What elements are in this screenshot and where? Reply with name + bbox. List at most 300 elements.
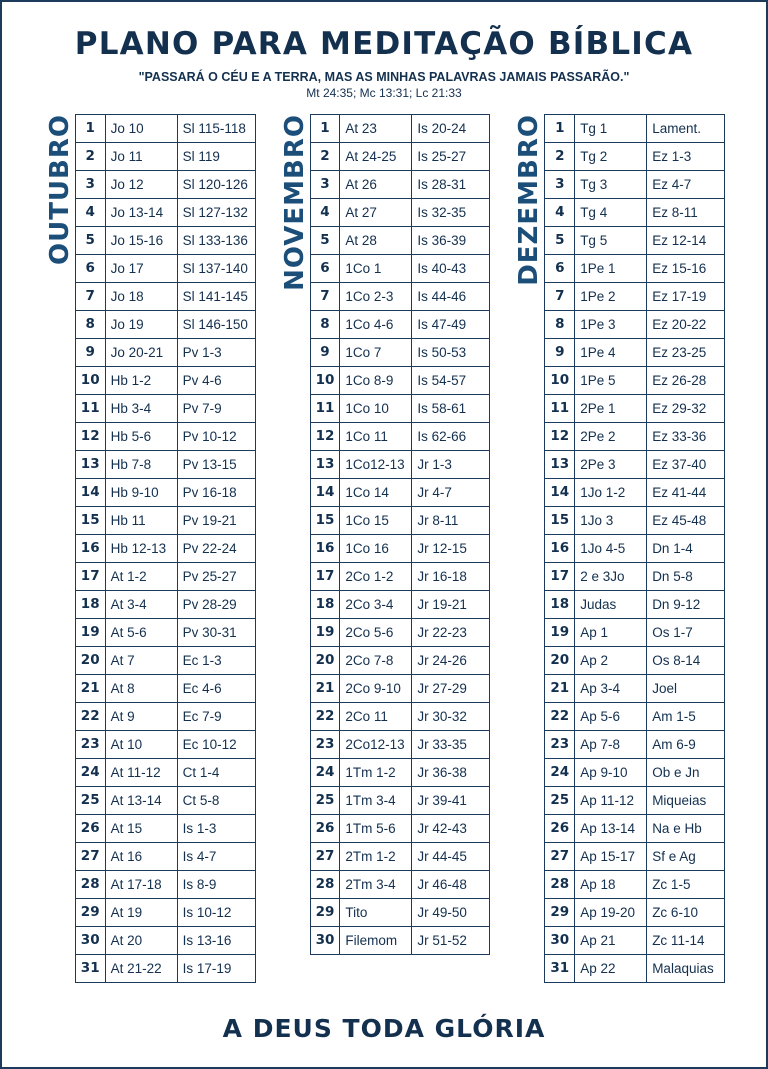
reading-new-testament: At 5-6 xyxy=(105,619,177,647)
reading-old-testament: Ec 10-12 xyxy=(177,731,255,759)
reading-new-testament: Ap 7-8 xyxy=(575,731,647,759)
day-number: 27 xyxy=(545,843,575,871)
reading-table xyxy=(75,114,256,983)
day-number: 17 xyxy=(545,563,575,591)
reading-old-testament: Ez 37-40 xyxy=(647,451,725,479)
table-row xyxy=(545,255,725,283)
table-row xyxy=(75,283,255,311)
reading-new-testament: At 1-2 xyxy=(105,563,177,591)
table-row xyxy=(75,731,255,759)
table-row xyxy=(310,703,490,731)
reading-new-testament: At 26 xyxy=(340,171,412,199)
table-row xyxy=(545,899,725,927)
reading-old-testament: Is 40-43 xyxy=(412,255,490,283)
reading-new-testament: 2Co 11 xyxy=(340,703,412,731)
reading-new-testament: Jo 18 xyxy=(105,283,177,311)
reading-old-testament: Jr 51-52 xyxy=(412,927,490,955)
reading-old-testament: Jr 19-21 xyxy=(412,591,490,619)
day-number: 16 xyxy=(310,535,340,563)
reading-old-testament: Is 1-3 xyxy=(177,815,255,843)
reading-new-testament: At 24-25 xyxy=(340,143,412,171)
reading-new-testament: 2Co 7-8 xyxy=(340,647,412,675)
reading-old-testament: Ez 1-3 xyxy=(647,143,725,171)
table-row xyxy=(75,955,255,983)
table-row xyxy=(545,479,725,507)
reading-new-testament: 2Tm 1-2 xyxy=(340,843,412,871)
reading-old-testament: Is 32-35 xyxy=(412,199,490,227)
reading-new-testament: 1Tm 1-2 xyxy=(340,759,412,787)
day-number: 15 xyxy=(310,507,340,535)
table-row xyxy=(75,255,255,283)
day-number: 20 xyxy=(310,647,340,675)
month-block-dezembro xyxy=(512,114,725,983)
day-number: 2 xyxy=(310,143,340,171)
day-number: 31 xyxy=(75,955,105,983)
month-block-outubro xyxy=(43,114,256,983)
reading-new-testament: Jo 12 xyxy=(105,171,177,199)
table-row xyxy=(545,115,725,143)
day-number: 14 xyxy=(545,479,575,507)
day-number: 30 xyxy=(75,927,105,955)
table-row xyxy=(545,423,725,451)
reading-old-testament: Jr 8-11 xyxy=(412,507,490,535)
day-number: 11 xyxy=(75,395,105,423)
day-number: 6 xyxy=(545,255,575,283)
table-row xyxy=(75,899,255,927)
reading-new-testament: 2Co12-13 xyxy=(340,731,412,759)
reading-new-testament: At 11-12 xyxy=(105,759,177,787)
reading-new-testament: At 9 xyxy=(105,703,177,731)
table-row xyxy=(75,591,255,619)
month-label: OUTUBRO xyxy=(44,114,75,266)
table-row xyxy=(310,871,490,899)
reading-new-testament: Tg 5 xyxy=(575,227,647,255)
table-row xyxy=(545,339,725,367)
reading-old-testament: Pv 30-31 xyxy=(177,619,255,647)
reading-old-testament: Jr 24-26 xyxy=(412,647,490,675)
day-number: 29 xyxy=(545,899,575,927)
reading-old-testament: Is 10-12 xyxy=(177,899,255,927)
reading-old-testament: Is 4-7 xyxy=(177,843,255,871)
reading-new-testament: Jo 19 xyxy=(105,311,177,339)
table-row xyxy=(310,423,490,451)
day-number: 4 xyxy=(75,199,105,227)
table-row xyxy=(310,395,490,423)
day-number: 20 xyxy=(545,647,575,675)
day-number: 20 xyxy=(75,647,105,675)
reading-new-testament: At 16 xyxy=(105,843,177,871)
table-row xyxy=(75,423,255,451)
table-row xyxy=(75,619,255,647)
reading-new-testament: At 8 xyxy=(105,675,177,703)
day-number: 18 xyxy=(310,591,340,619)
reading-old-testament: Ez 45-48 xyxy=(647,507,725,535)
reading-new-testament: 1Co 15 xyxy=(340,507,412,535)
reading-new-testament: Ap 15-17 xyxy=(575,843,647,871)
table-row xyxy=(310,115,490,143)
day-number: 16 xyxy=(545,535,575,563)
reading-old-testament: Pv 19-21 xyxy=(177,507,255,535)
table-row xyxy=(75,367,255,395)
reading-old-testament: Ec 7-9 xyxy=(177,703,255,731)
reading-old-testament: Ez 8-11 xyxy=(647,199,725,227)
reading-old-testament: Ez 12-14 xyxy=(647,227,725,255)
table-row xyxy=(75,199,255,227)
day-number: 3 xyxy=(545,171,575,199)
reading-new-testament: At 13-14 xyxy=(105,787,177,815)
reading-old-testament: Jr 16-18 xyxy=(412,563,490,591)
reading-old-testament: Sl 146-150 xyxy=(177,311,255,339)
reading-new-testament: 2Co 1-2 xyxy=(340,563,412,591)
reading-old-testament: Dn 1-4 xyxy=(647,535,725,563)
reading-old-testament: Jr 44-45 xyxy=(412,843,490,871)
reading-new-testament: 1Pe 4 xyxy=(575,339,647,367)
table-row xyxy=(310,535,490,563)
day-number: 22 xyxy=(310,703,340,731)
reading-new-testament: 1Co 1 xyxy=(340,255,412,283)
reading-new-testament: 2Co 5-6 xyxy=(340,619,412,647)
day-number: 3 xyxy=(310,171,340,199)
day-number: 26 xyxy=(545,815,575,843)
day-number: 27 xyxy=(75,843,105,871)
table-row xyxy=(310,255,490,283)
reading-new-testament: Judas xyxy=(575,591,647,619)
reading-new-testament: Hb 9-10 xyxy=(105,479,177,507)
day-number: 13 xyxy=(545,451,575,479)
reading-old-testament: Is 17-19 xyxy=(177,955,255,983)
table-row xyxy=(310,311,490,339)
table-row xyxy=(75,787,255,815)
reading-old-testament: Is 47-49 xyxy=(412,311,490,339)
day-number: 25 xyxy=(75,787,105,815)
day-number: 1 xyxy=(75,115,105,143)
table-row xyxy=(545,591,725,619)
reading-old-testament: Dn 5-8 xyxy=(647,563,725,591)
table-row xyxy=(545,759,725,787)
reading-old-testament: Pv 22-24 xyxy=(177,535,255,563)
reading-new-testament: Tg 4 xyxy=(575,199,647,227)
reading-old-testament: Ec 4-6 xyxy=(177,675,255,703)
table-row xyxy=(545,395,725,423)
reading-old-testament: Is 58-61 xyxy=(412,395,490,423)
day-number: 17 xyxy=(75,563,105,591)
reading-old-testament: Ez 15-16 xyxy=(647,255,725,283)
day-number: 26 xyxy=(75,815,105,843)
table-row xyxy=(75,647,255,675)
day-number: 29 xyxy=(310,899,340,927)
reading-new-testament: At 20 xyxy=(105,927,177,955)
day-number: 1 xyxy=(545,115,575,143)
day-number: 18 xyxy=(545,591,575,619)
reading-new-testament: 1Tm 3-4 xyxy=(340,787,412,815)
table-row xyxy=(545,955,725,983)
table-row xyxy=(310,451,490,479)
reading-new-testament: Jo 10 xyxy=(105,115,177,143)
reading-new-testament: 2 e 3Jo xyxy=(575,563,647,591)
day-number: 23 xyxy=(310,731,340,759)
table-row xyxy=(545,311,725,339)
reading-old-testament: Pv 10-12 xyxy=(177,423,255,451)
day-number: 27 xyxy=(310,843,340,871)
reading-new-testament: Hb 3-4 xyxy=(105,395,177,423)
table-row xyxy=(310,759,490,787)
reading-old-testament: Miqueias xyxy=(647,787,725,815)
reading-table xyxy=(310,114,491,955)
table-row xyxy=(310,171,490,199)
reading-new-testament: 1Pe 5 xyxy=(575,367,647,395)
table-row xyxy=(310,787,490,815)
table-row xyxy=(75,311,255,339)
reading-old-testament: Ez 26-28 xyxy=(647,367,725,395)
table-row xyxy=(545,843,725,871)
day-number: 2 xyxy=(75,143,105,171)
table-row xyxy=(75,815,255,843)
reading-old-testament: Sf e Ag xyxy=(647,843,725,871)
table-row xyxy=(545,619,725,647)
day-number: 21 xyxy=(545,675,575,703)
reading-new-testament: 1Pe 1 xyxy=(575,255,647,283)
day-number: 8 xyxy=(75,311,105,339)
table-row xyxy=(75,479,255,507)
reading-new-testament: At 19 xyxy=(105,899,177,927)
reading-new-testament: 1Co 2-3 xyxy=(340,283,412,311)
reading-old-testament: Sl 141-145 xyxy=(177,283,255,311)
reading-old-testament: Lament. xyxy=(647,115,725,143)
table-row xyxy=(75,563,255,591)
table-row xyxy=(545,367,725,395)
day-number: 1 xyxy=(310,115,340,143)
table-row xyxy=(545,675,725,703)
table-row xyxy=(75,535,255,563)
reading-old-testament: Jr 33-35 xyxy=(412,731,490,759)
table-row xyxy=(310,479,490,507)
reading-new-testament: 2Pe 3 xyxy=(575,451,647,479)
day-number: 6 xyxy=(310,255,340,283)
reading-old-testament: Pv 13-15 xyxy=(177,451,255,479)
reading-old-testament: Os 8-14 xyxy=(647,647,725,675)
table-row xyxy=(545,563,725,591)
table-row xyxy=(310,143,490,171)
reading-old-testament: Is 54-57 xyxy=(412,367,490,395)
reading-new-testament: 1Tm 5-6 xyxy=(340,815,412,843)
reading-old-testament: Na e Hb xyxy=(647,815,725,843)
reading-new-testament: 2Tm 3-4 xyxy=(340,871,412,899)
day-number: 7 xyxy=(75,283,105,311)
day-number: 23 xyxy=(75,731,105,759)
verse-text: "PASSARÁ O CÉU E A TERRA, MAS AS MINHAS PALAVRAS JAMAIS PASSARÃO." xyxy=(138,70,630,84)
day-number: 11 xyxy=(310,395,340,423)
reading-new-testament: Ap 11-12 xyxy=(575,787,647,815)
day-number: 5 xyxy=(310,227,340,255)
day-number: 8 xyxy=(545,311,575,339)
table-row xyxy=(545,647,725,675)
reading-old-testament: Zc 6-10 xyxy=(647,899,725,927)
day-number: 9 xyxy=(545,339,575,367)
reading-old-testament: Sl 137-140 xyxy=(177,255,255,283)
reading-new-testament: Jo 17 xyxy=(105,255,177,283)
reading-old-testament: Ez 17-19 xyxy=(647,283,725,311)
reading-new-testament: Ap 13-14 xyxy=(575,815,647,843)
table-row xyxy=(310,563,490,591)
reading-old-testament: Ez 41-44 xyxy=(647,479,725,507)
table-row xyxy=(545,283,725,311)
table-row xyxy=(545,143,725,171)
reading-new-testament: Filemom xyxy=(340,927,412,955)
reading-old-testament: Sl 127-132 xyxy=(177,199,255,227)
reading-new-testament: 2Pe 1 xyxy=(575,395,647,423)
reading-old-testament: Jr 46-48 xyxy=(412,871,490,899)
reading-old-testament: Is 13-16 xyxy=(177,927,255,955)
table-row xyxy=(310,619,490,647)
reading-old-testament: Pv 25-27 xyxy=(177,563,255,591)
day-number: 5 xyxy=(75,227,105,255)
reading-new-testament: Jo 11 xyxy=(105,143,177,171)
table-row xyxy=(310,843,490,871)
reading-old-testament: Sl 115-118 xyxy=(177,115,255,143)
reading-new-testament: At 10 xyxy=(105,731,177,759)
reading-new-testament: At 21-22 xyxy=(105,955,177,983)
reading-new-testament: At 15 xyxy=(105,815,177,843)
day-number: 19 xyxy=(545,619,575,647)
reading-new-testament: Hb 5-6 xyxy=(105,423,177,451)
reading-old-testament: Ct 1-4 xyxy=(177,759,255,787)
table-row xyxy=(310,899,490,927)
day-number: 24 xyxy=(545,759,575,787)
reading-old-testament: Is 8-9 xyxy=(177,871,255,899)
reading-new-testament: Ap 1 xyxy=(575,619,647,647)
reading-old-testament: Dn 9-12 xyxy=(647,591,725,619)
day-number: 11 xyxy=(545,395,575,423)
reading-new-testament: 1Jo 4-5 xyxy=(575,535,647,563)
table-row xyxy=(545,815,725,843)
reading-old-testament: Is 44-46 xyxy=(412,283,490,311)
reading-new-testament: 1Pe 2 xyxy=(575,283,647,311)
table-row xyxy=(310,367,490,395)
table-row xyxy=(75,675,255,703)
reading-new-testament: 1Co 11 xyxy=(340,423,412,451)
day-number: 26 xyxy=(310,815,340,843)
reading-old-testament: Ez 4-7 xyxy=(647,171,725,199)
reading-old-testament: Pv 28-29 xyxy=(177,591,255,619)
reading-new-testament: 1Co 10 xyxy=(340,395,412,423)
table-row xyxy=(310,731,490,759)
table-row xyxy=(545,507,725,535)
reading-old-testament: Jr 1-3 xyxy=(412,451,490,479)
table-row xyxy=(75,451,255,479)
reading-new-testament: 1Co12-13 xyxy=(340,451,412,479)
reading-old-testament: Jr 49-50 xyxy=(412,899,490,927)
reading-old-testament: Pv 1-3 xyxy=(177,339,255,367)
table-row xyxy=(75,115,255,143)
table-row xyxy=(310,815,490,843)
table-row xyxy=(310,283,490,311)
day-number: 13 xyxy=(75,451,105,479)
reading-new-testament: Jo 15-16 xyxy=(105,227,177,255)
reading-old-testament: Is 28-31 xyxy=(412,171,490,199)
table-row xyxy=(75,339,255,367)
reading-new-testament: 2Co 3-4 xyxy=(340,591,412,619)
day-number: 21 xyxy=(310,675,340,703)
verse-reference: Mt 24:35; Mc 13:31; Lc 21:33 xyxy=(306,86,462,100)
day-number: 10 xyxy=(310,367,340,395)
reading-new-testament: Tg 2 xyxy=(575,143,647,171)
reading-new-testament: At 17-18 xyxy=(105,871,177,899)
reading-new-testament: 1Co 16 xyxy=(340,535,412,563)
table-row xyxy=(545,927,725,955)
table-row xyxy=(75,227,255,255)
reading-new-testament: Jo 13-14 xyxy=(105,199,177,227)
reading-new-testament: Ap 21 xyxy=(575,927,647,955)
reading-old-testament: Am 1-5 xyxy=(647,703,725,731)
reading-old-testament: Is 50-53 xyxy=(412,339,490,367)
reading-new-testament: At 23 xyxy=(340,115,412,143)
table-row xyxy=(545,171,725,199)
table-row xyxy=(75,171,255,199)
table-row xyxy=(545,535,725,563)
reading-new-testament: Ap 22 xyxy=(575,955,647,983)
reading-new-testament: Jo 20-21 xyxy=(105,339,177,367)
reading-old-testament: Is 62-66 xyxy=(412,423,490,451)
table-row xyxy=(310,927,490,955)
table-row xyxy=(545,199,725,227)
table-row xyxy=(545,787,725,815)
day-number: 28 xyxy=(310,871,340,899)
reading-table xyxy=(544,114,725,983)
reading-new-testament: Ap 2 xyxy=(575,647,647,675)
day-number: 15 xyxy=(545,507,575,535)
table-row xyxy=(310,591,490,619)
table-row xyxy=(75,143,255,171)
day-number: 16 xyxy=(75,535,105,563)
reading-old-testament: Jr 12-15 xyxy=(412,535,490,563)
table-row xyxy=(545,703,725,731)
table-row xyxy=(310,339,490,367)
day-number: 10 xyxy=(75,367,105,395)
day-number: 3 xyxy=(75,171,105,199)
reading-new-testament: 1Jo 1-2 xyxy=(575,479,647,507)
page-title: PLANO PARA MEDITAÇÃO BÍBLICA xyxy=(74,26,694,62)
reading-new-testament: Hb 7-8 xyxy=(105,451,177,479)
reading-new-testament: 1Co 8-9 xyxy=(340,367,412,395)
reading-new-testament: At 27 xyxy=(340,199,412,227)
day-number: 23 xyxy=(545,731,575,759)
reading-old-testament: Os 1-7 xyxy=(647,619,725,647)
day-number: 15 xyxy=(75,507,105,535)
table-row xyxy=(310,507,490,535)
table-row xyxy=(310,199,490,227)
day-number: 28 xyxy=(75,871,105,899)
table-row xyxy=(545,227,725,255)
page-footer: A DEUS TODA GLÓRIA xyxy=(222,1014,546,1043)
reading-old-testament: Zc 1-5 xyxy=(647,871,725,899)
table-row xyxy=(545,731,725,759)
table-row xyxy=(310,647,490,675)
table-row xyxy=(75,759,255,787)
reading-new-testament: 1Pe 3 xyxy=(575,311,647,339)
reading-old-testament: Ez 29-32 xyxy=(647,395,725,423)
reading-new-testament: Hb 11 xyxy=(105,507,177,535)
table-row xyxy=(75,703,255,731)
table-row xyxy=(75,507,255,535)
reading-old-testament: Ez 23-25 xyxy=(647,339,725,367)
day-number: 30 xyxy=(310,927,340,955)
day-number: 21 xyxy=(75,675,105,703)
day-number: 12 xyxy=(545,423,575,451)
month-block-novembro xyxy=(278,114,491,955)
reading-new-testament: Tito xyxy=(340,899,412,927)
reading-old-testament: Zc 11-14 xyxy=(647,927,725,955)
reading-old-testament: Jr 30-32 xyxy=(412,703,490,731)
